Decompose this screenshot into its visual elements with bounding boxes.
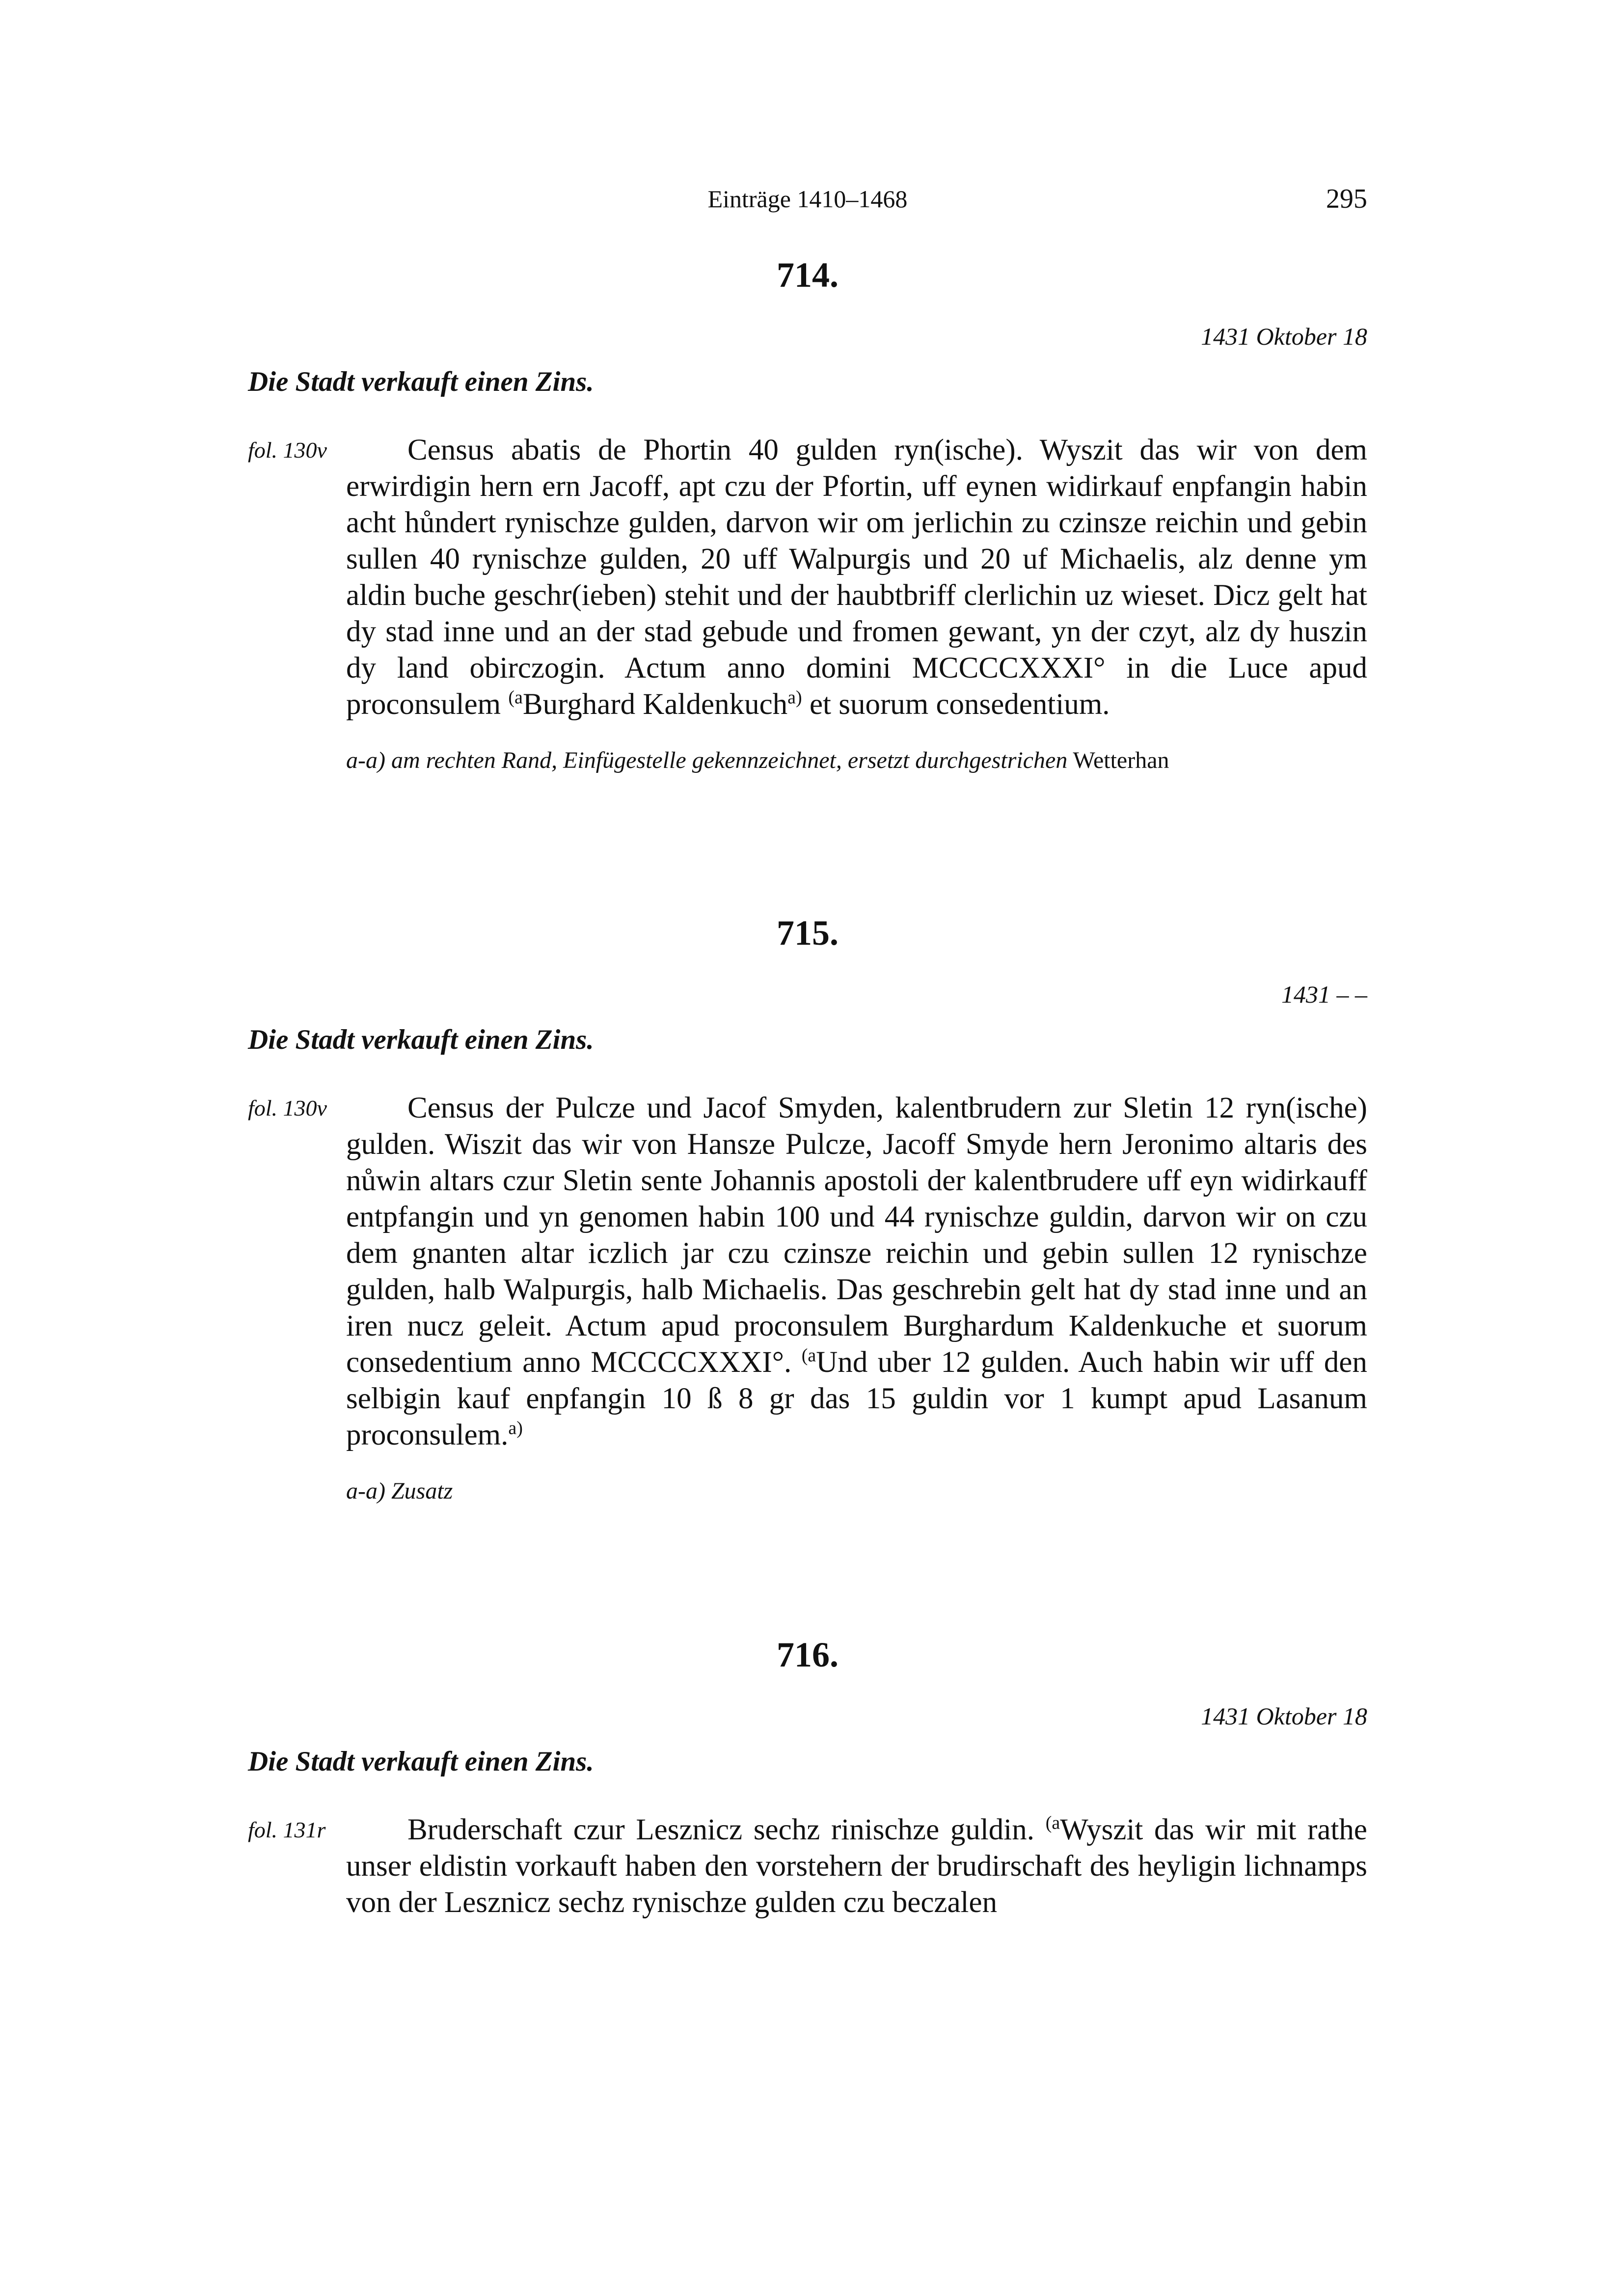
footnote-marker: a)	[787, 687, 802, 708]
entry-number: 716.	[777, 1635, 839, 1674]
entry-body	[248, 1090, 1367, 1453]
footnote-marker: (a	[508, 687, 523, 708]
entry-date: 1431 Oktober 18	[1201, 323, 1367, 350]
footnote	[248, 1476, 1367, 1507]
running-title: Einträge 1410–1468	[707, 185, 908, 213]
entry-number: 714.	[777, 255, 839, 295]
folio-reference: fol. 130v	[248, 437, 327, 463]
entry-text-part: Burghard Kaldenkuch	[522, 688, 788, 721]
entry-text	[346, 1812, 1367, 1921]
entry-text-part: et suorum consedentium.	[802, 688, 1110, 721]
entry-text-part: Census abatis de Phortin 40 gulden ryn(ische). Wyszit das wir von dem erwirdigin hern ern Jacoff, apt czu der Pfortin, uff eynen widirkauf enpfangin habin acht hůndert rynischze gulden, darvon wir om jerlichin zu czinsze reichin und gebin sullen 40 rynischze gulden, 20 uff Walpurgis und 20 uf Michaelis, alz denne ym aldin buche geschr(ieben) stehit und der haubtbriff clerlichin uz wieset. Dicz gelt hat dy stad inne und an der stad gebude und fromen gewant, yn der czyt, alz dy huszin dy land obirczogin. Actum anno domini MCCCCXXXI° in die Luce apud proconsulem	[346, 434, 1367, 721]
entry-heading: Die Stadt verkauft einen Zins.	[248, 1024, 594, 1055]
page-number: 295	[1326, 184, 1367, 214]
entry-text-part: Census der Pulcze und Jacof Smyden, kalentbrudern zur Sletin 12 ryn(ische) gulden. Wiszit das wir von Hansze Pulcze, Jacoff Smyde hern Jeronimo altaris des nůwin altars czur Sletin sente Johannis apostoli der kalentbrudere uff eyn widirkauff entpfangin und yn genomen habin 100 und 44 rynischze guldin, darvon wir on czu dem gnanten altar iczlich jar czu czinsze reichin und gebin sullen 12 rynischze gulden, halb Walpurgis, halb Michaelis. Das geschrebin gelt hat dy stad inne und an iren nucz geleit. Actum apud proconsulem Burghardum Kaldenkuche et suorum consedentium anno MCCCCXXXI°.	[346, 1092, 1367, 1379]
page-header	[248, 179, 1367, 219]
entry-text-part: Bruderschaft czur Lesznicz sechz rinischze guldin.	[407, 1813, 1046, 1846]
footnote-text: a-a) am rechten Rand, Einfügestelle gekennzeichnet, ersetzt durchgestrichen	[346, 747, 1068, 773]
entry-date: 1431 – –	[1281, 981, 1367, 1008]
footnote	[248, 745, 1367, 776]
entry-714	[248, 253, 1367, 776]
folio-reference: fol. 130v	[248, 1095, 327, 1121]
entry-body	[248, 1812, 1367, 1921]
entry-number: 715.	[777, 913, 839, 953]
entry-heading: Die Stadt verkauft einen Zins.	[248, 1746, 594, 1777]
entry-text	[346, 432, 1367, 723]
footnote-marker: (a	[801, 1345, 816, 1366]
footnote-marker: a)	[508, 1418, 523, 1439]
entry-text-part: Wyszit das wir mit rathe unser eldistin vorkauft haben den vorstehern der brudirschaft des heyligin lichnamps von der Lesznicz sechz rynischze gulden czu beczalen	[346, 1813, 1367, 1919]
entry-text-part: Und uber 12 gulden. Auch habin wir uff den selbigin kauf enpfangin 10 ß 8 gr das 15 guldin vor 1 kumpt apud Lasanum proconsulem.	[346, 1346, 1367, 1451]
footnote-marker: (a	[1045, 1812, 1060, 1833]
entry-body	[248, 432, 1367, 723]
entry-715	[248, 911, 1367, 1507]
footnote-text: Wetterhan	[1067, 747, 1169, 773]
folio-reference: fol. 131r	[248, 1817, 326, 1842]
entry-716	[248, 1633, 1367, 1921]
entry-date: 1431 Oktober 18	[1201, 1702, 1367, 1730]
entry-heading: Die Stadt verkauft einen Zins.	[248, 366, 594, 397]
entry-text	[346, 1090, 1367, 1453]
footnote-text: a-a) Zusatz	[346, 1478, 453, 1504]
